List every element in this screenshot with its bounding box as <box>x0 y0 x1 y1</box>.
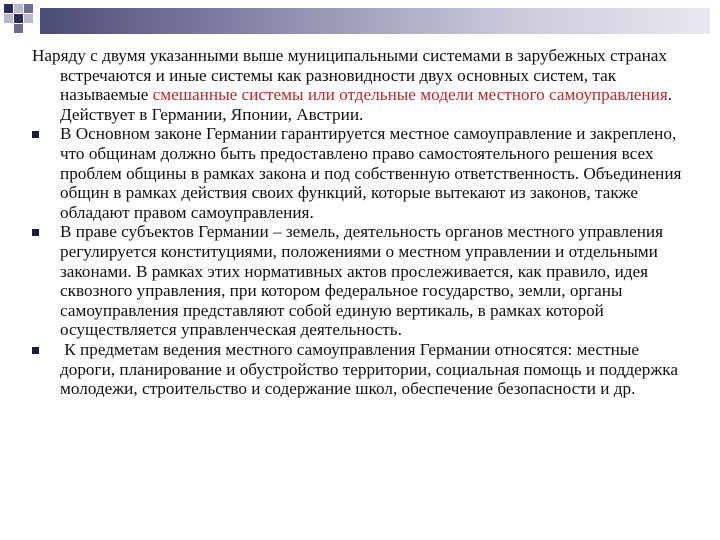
bullet-text: К предметам ведения местного самоуправления Германии относятся: местные дороги, планирование и обустройство территории, социальная помощь и поддержка молодежи, строительство и содержание школ, обеспечение безопасности и др. <box>60 339 683 399</box>
bullet-item <box>32 124 692 222</box>
square-bullet-icon <box>32 131 39 138</box>
intro-highlight: смешанные системы или отдельные модели местного самоуправления <box>152 85 668 105</box>
bullet-text: В Основном законе Германии гарантируется местное самоуправление и закреплено, что общинам должно быть предоставлено право самостоятельного решения всех проблем общины в рамках закона и под собственную ответственность. Объединения общин в рамках действия своих функций, которые вытекают из законов, также обладают правом самоуправления. <box>60 124 682 222</box>
header-gradient-band <box>40 8 710 34</box>
bullet-item <box>32 222 692 340</box>
decor-square <box>4 14 13 23</box>
decor-square <box>14 14 23 23</box>
decor-square <box>4 4 13 13</box>
slide-body <box>32 46 692 399</box>
intro-paragraph <box>32 46 692 124</box>
square-bullet-icon <box>32 229 39 236</box>
decor-square <box>24 14 33 23</box>
intro-text-start: Наряду с двумя указанными выше муниципальными системами в зарубежных странах встречаются и иные системы как разновидности двух основных систем, так называемые <box>32 46 668 105</box>
bullet-text: В праве субъектов Германии – земель, деятельность органов местного управления регулируется конституциями, положениями о местном управлении и отдельными законами. В рамках этих нормативных актов прослеживается, как правило, идея сквозного управления, при котором федеральное государство, земли, органы самоуправления представляют собой единую вертикаль, в рамках которой осуществляется управленческая деятельность. <box>60 222 664 340</box>
bullet-item <box>32 340 692 399</box>
decor-square <box>14 4 23 13</box>
square-bullet-icon <box>32 347 39 354</box>
intro-text-end: . Действует в Германии, Японии, Австрии. <box>60 85 673 124</box>
decor-square <box>24 4 33 13</box>
decor-square <box>14 24 23 33</box>
